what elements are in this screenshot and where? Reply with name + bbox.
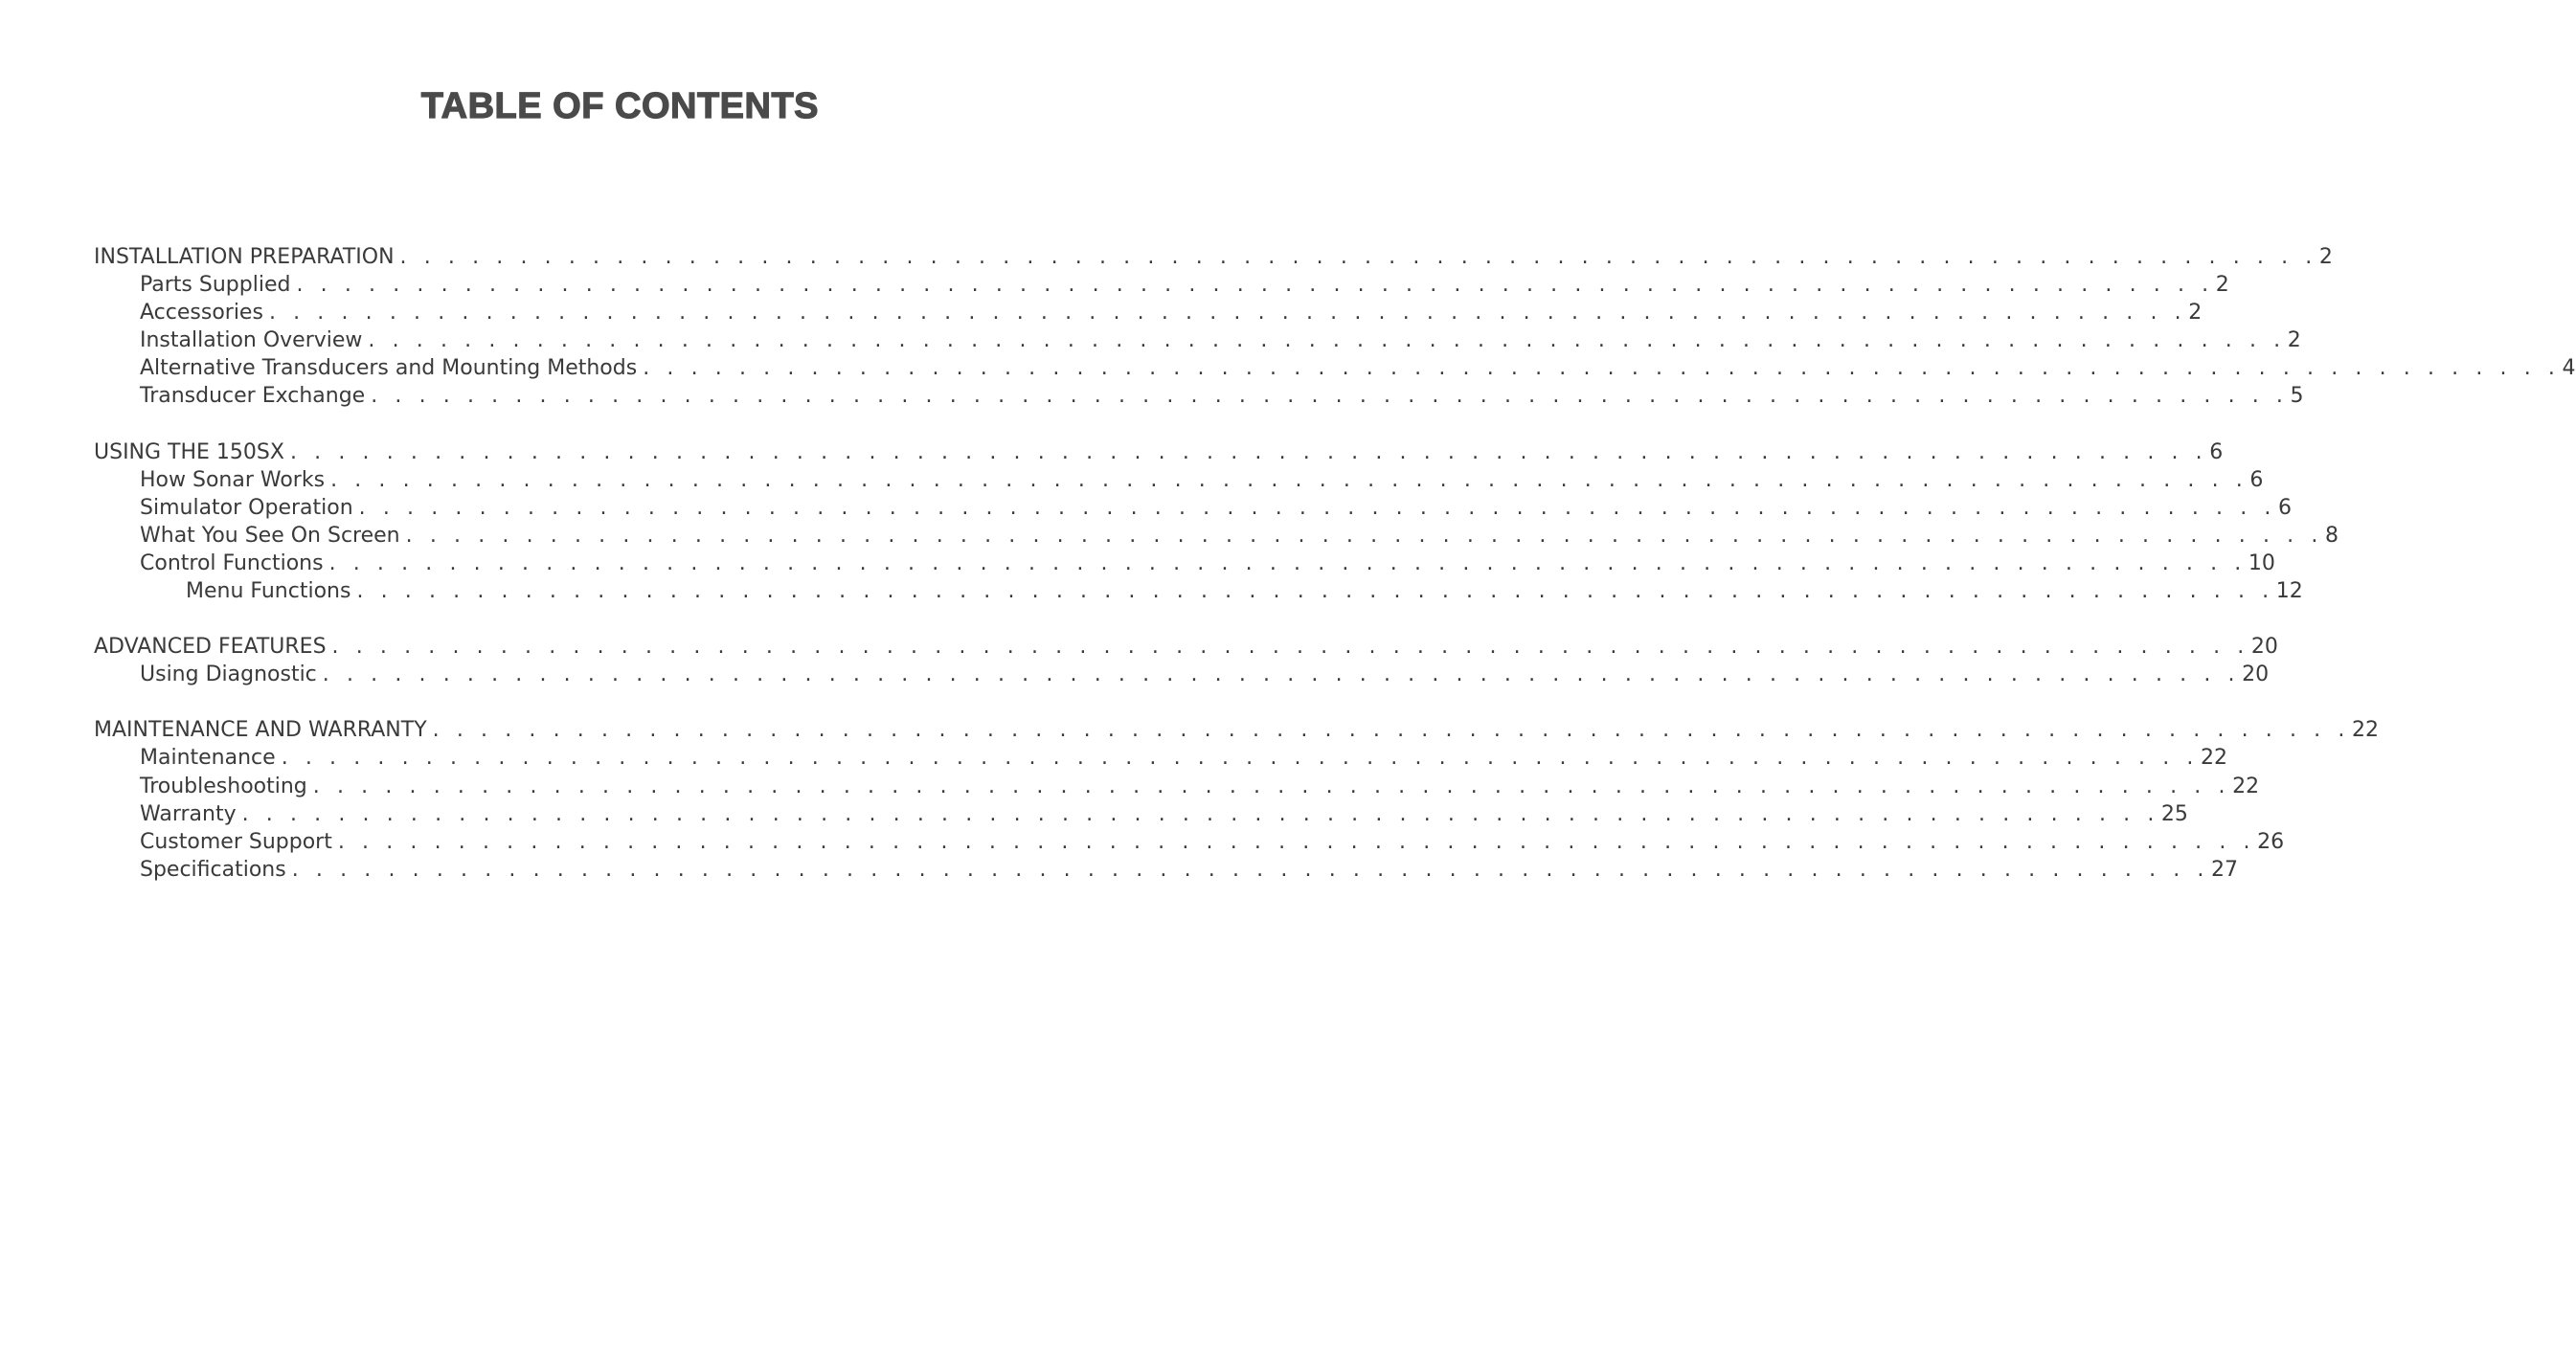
toc-section — [94, 633, 2278, 688]
toc-entry[interactable] — [94, 326, 2301, 354]
toc-dot-leader: . . . . . . . . . . . . . . . . . . . . . . . . . . . . . . . . . . . . . . . . . . . . . . . . . . . . . . . . . . . . . . . . . . . . . . . . . . . . . . . . — [291, 857, 2210, 882]
toc-entry-label: Maintenance — [140, 746, 276, 771]
toc-section — [94, 243, 2576, 411]
toc-entry[interactable] — [94, 354, 2576, 382]
toc-dot-leader: . . . . . . . . . . . . . . . . . . . . . . . . . . . . . . . . . . . . . . . . . . . . . . . . . . . . . . . . . . . . . . . . . . . . . . . . . . . . . . . . — [432, 718, 2350, 743]
toc-page-number: 2 — [2287, 328, 2301, 353]
toc-entry-label: Alternative Transducers and Mounting Methods — [140, 356, 638, 381]
toc-page-number: 4 — [2562, 356, 2576, 381]
toc-section-heading[interactable] — [94, 633, 2278, 661]
toc-section-heading[interactable] — [94, 716, 2379, 744]
toc-page-number: 2 — [2188, 301, 2203, 326]
toc-dot-leader: . . . . . . . . . . . . . . . . . . . . . . . . . . . . . . . . . . . . . . . . . . . . . . . . . . . . . . . . . . . . . . . . . . . . . . . . . . . . . . . . — [312, 774, 2231, 798]
toc-dot-leader: . . . . . . . . . . . . . . . . . . . . . . . . . . . . . . . . . . . . . . . . . . . . . . . . . . . . . . . . . . . . . . . . . . . . . . . . . . . . . . . . — [356, 579, 2274, 604]
toc-dot-leader: . . . . . . . . . . . . . . . . . . . . . . . . . . . . . . . . . . . . . . . . . . . . . . . . . . . . . . . . . . . . . . . . . . . . . . . . . . . . . . . . — [368, 328, 2286, 353]
page-title: TABLE OF CONTENTS — [420, 86, 819, 126]
toc-page-number: 6 — [2249, 467, 2264, 492]
toc-entry-label: Accessories — [140, 301, 263, 326]
toc-page-number: 6 — [2277, 495, 2292, 520]
toc-entry[interactable] — [94, 800, 2188, 828]
toc-page-number: 12 — [2275, 579, 2303, 604]
toc-entry[interactable] — [94, 744, 2227, 772]
toc-entry-label: Using Diagnostic — [140, 663, 317, 687]
toc-page-number: 20 — [2242, 663, 2270, 687]
table-of-contents — [94, 243, 2576, 911]
toc-entry-label: How Sonar Works — [140, 467, 326, 492]
toc-entry[interactable] — [94, 271, 2229, 299]
toc-dot-leader: . . . . . . . . . . . . . . . . . . . . . . . . . . . . . . . . . . . . . . . . . . . . . . . . . . . . . . . . . . . . . . . . . . . . . . . . . . . . . . . . — [371, 384, 2289, 409]
toc-entry-label: USING THE 150SX — [94, 439, 284, 464]
toc-dot-leader: . . . . . . . . . . . . . . . . . . . . . . . . . . . . . . . . . . . . . . . . . . . . . . . . . . . . . . . . . . . . . . . . . . . . . . . . . . . . . . . . — [268, 301, 2187, 326]
toc-entry[interactable] — [94, 550, 2275, 577]
toc-section-heading[interactable] — [94, 438, 2224, 466]
toc-entry-label: Troubleshooting — [140, 774, 307, 798]
toc-page-number: 8 — [2324, 523, 2339, 548]
toc-entry[interactable] — [94, 661, 2270, 688]
toc-dot-leader: . . . . . . . . . . . . . . . . . . . . . . . . . . . . . . . . . . . . . . . . . . . . . . . . . . . . . . . . . . . . . . . . . . . . . . . . . . . . . . . . — [358, 495, 2276, 520]
toc-page-number: 22 — [2201, 746, 2227, 771]
toc-entry[interactable] — [94, 494, 2292, 522]
toc-dot-leader: . . . . . . . . . . . . . . . . . . . . . . . . . . . . . . . . . . . . . . . . . . . . . . . . . . . . . . . . . . . . . . . . . . . . . . . . . . . . . . . . — [296, 273, 2214, 298]
toc-entry-label: Control Functions — [140, 550, 324, 575]
toc-entry-label: Installation Overview — [140, 328, 363, 353]
toc-section-heading[interactable] — [94, 243, 2333, 271]
toc-entry-label: Parts Supplied — [140, 273, 291, 298]
toc-entry-label: Transducer Exchange — [140, 384, 366, 409]
toc-entry[interactable] — [94, 522, 2339, 550]
toc-entry[interactable] — [94, 828, 2285, 856]
toc-section — [94, 716, 2379, 884]
toc-entry-label: INSTALLATION PREPARATION — [94, 245, 395, 269]
toc-page-number: 22 — [2351, 718, 2379, 743]
toc-page-number: 2 — [2215, 273, 2229, 298]
toc-page-number: 27 — [2211, 857, 2239, 882]
toc-entry-label: Customer Support — [140, 829, 332, 854]
toc-dot-leader: . . . . . . . . . . . . . . . . . . . . . . . . . . . . . . . . . . . . . . . . . . . . . . . . . . . . . . . . . . . . . . . . . . . . . . . . . . . . . . . . — [328, 550, 2247, 575]
toc-page-number: 26 — [2257, 829, 2285, 854]
toc-dot-leader: . . . . . . . . . . . . . . . . . . . . . . . . . . . . . . . . . . . . . . . . . . . . . . . . . . . . . . . . . . . . . . . . . . . . . . . . . . . . . . . . — [281, 746, 2199, 771]
toc-dot-leader: . . . . . . . . . . . . . . . . . . . . . . . . . . . . . . . . . . . . . . . . . . . . . . . . . . . . . . . . . . . . . . . . . . . . . . . . . . . . . . . . — [241, 801, 2159, 826]
toc-page-number: 6 — [2209, 439, 2224, 464]
toc-entry-label: ADVANCED FEATURES — [94, 635, 327, 660]
toc-page-number: 10 — [2248, 550, 2275, 575]
toc-dot-leader: . . . . . . . . . . . . . . . . . . . . . . . . . . . . . . . . . . . . . . . . . . . . . . . . . . . . . . . . . . . . . . . . . . . . . . . . . . . . . . . . — [289, 439, 2208, 464]
toc-dot-leader: . . . . . . . . . . . . . . . . . . . . . . . . . . . . . . . . . . . . . . . . . . . . . . . . . . . . . . . . . . . . . . . . . . . . . . . . . . . . . . . . — [322, 663, 2241, 687]
toc-entry-label: Simulator Operation — [140, 495, 353, 520]
toc-page-number: 20 — [2250, 635, 2278, 660]
toc-entry-label: Warranty — [140, 801, 237, 826]
toc-dot-leader: . . . . . . . . . . . . . . . . . . . . . . . . . . . . . . . . . . . . . . . . . . . . . . . . . . . . . . . . . . . . . . . . . . . . . . . . . . . . . . . . — [399, 245, 2317, 269]
toc-section — [94, 438, 2339, 606]
toc-entry[interactable] — [94, 773, 2260, 800]
toc-page-number: 25 — [2160, 801, 2188, 826]
toc-entry[interactable] — [94, 382, 2304, 410]
toc-entry[interactable] — [94, 856, 2239, 884]
toc-entry-label: Menu Functions — [186, 579, 351, 604]
toc-page-number: 5 — [2290, 384, 2304, 409]
toc-entry-label: MAINTENANCE AND WARRANTY — [94, 718, 427, 743]
toc-entry[interactable] — [94, 577, 2303, 605]
toc-entry[interactable] — [94, 299, 2203, 326]
toc-dot-leader: . . . . . . . . . . . . . . . . . . . . . . . . . . . . . . . . . . . . . . . . . . . . . . . . . . . . . . . . . . . . . . . . . . . . . . . . . . . . . . . . — [331, 635, 2249, 660]
toc-dot-leader: . . . . . . . . . . . . . . . . . . . . . . . . . . . . . . . . . . . . . . . . . . . . . . . . . . . . . . . . . . . . . . . . . . . . . . . . . . . . . . . . — [643, 356, 2561, 381]
toc-entry[interactable] — [94, 466, 2264, 494]
toc-page-number: 22 — [2232, 774, 2260, 798]
toc-entry-label: What You See On Screen — [140, 523, 400, 548]
toc-dot-leader: . . . . . . . . . . . . . . . . . . . . . . . . . . . . . . . . . . . . . . . . . . . . . . . . . . . . . . . . . . . . . . . . . . . . . . . . . . . . . . . . — [330, 467, 2248, 492]
toc-page-number: 2 — [2318, 245, 2333, 269]
toc-entry-label: Specifications — [140, 857, 286, 882]
toc-dot-leader: . . . . . . . . . . . . . . . . . . . . . . . . . . . . . . . . . . . . . . . . . . . . . . . . . . . . . . . . . . . . . . . . . . . . . . . . . . . . . . . . — [405, 523, 2323, 548]
toc-dot-leader: . . . . . . . . . . . . . . . . . . . . . . . . . . . . . . . . . . . . . . . . . . . . . . . . . . . . . . . . . . . . . . . . . . . . . . . . . . . . . . . . — [337, 829, 2256, 854]
